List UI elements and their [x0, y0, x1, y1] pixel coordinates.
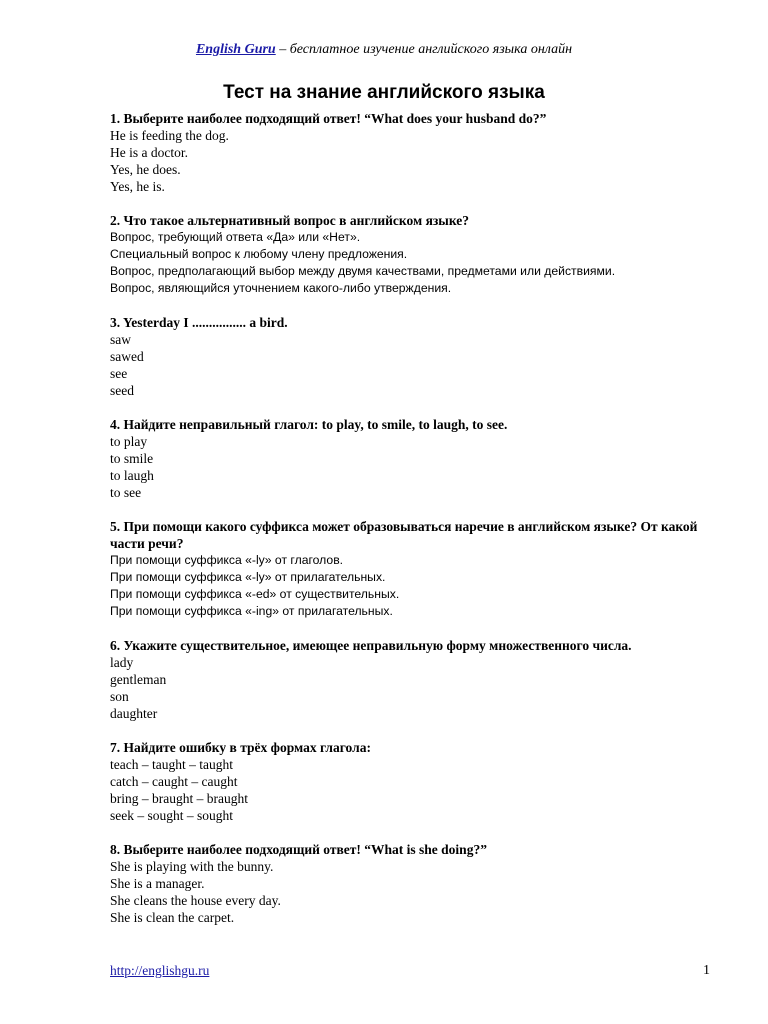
answer-option: Yes, he is. [110, 179, 165, 194]
question-4 [110, 416, 720, 501]
answer-option: Вопрос, предполагающий выбор между двумя качествами, предметами или действиями. [110, 264, 616, 278]
brand-link[interactable]: English Guru [195, 42, 276, 57]
answer-option: She is a manager. [110, 876, 205, 891]
header-tagline: – бесплатное изучение английского языка онлайн [275, 42, 573, 57]
answer-option: She is playing with the bunny. [110, 859, 274, 874]
page-title: Тест на знание английского языка [223, 82, 545, 103]
answer-option: sawed [110, 349, 144, 364]
answer-option: catch – caught – caught [110, 774, 238, 789]
question-title: 4. Найдите неправильный глагол: to play, to smile, to laugh, to see. [110, 417, 508, 432]
question-7 [110, 739, 720, 824]
question-title: 1. Выберите наиболее подходящий ответ! “What does your husband do?” [110, 111, 547, 126]
question-5 [110, 518, 720, 620]
question-title: 5. При помощи какого суффикса может образовываться наречие в английском языке? От какой части речи? [110, 519, 698, 551]
footer-website-link[interactable]: http://englishgu.ru [110, 963, 210, 978]
answer-option: to laugh [110, 468, 154, 483]
answer-option: He is feeding the dog. [110, 128, 229, 143]
answer-option: daughter [110, 706, 158, 721]
answer-option: При помощи суффикса «-ed» от существительных. [110, 587, 400, 601]
page-number: 1 [703, 963, 710, 978]
answer-option: bring – braught – braught [110, 791, 248, 806]
answer-option: teach – taught – taught [110, 757, 233, 772]
question-title: 6. Укажите существительное, имеющее неправильную форму множественного числа. [110, 638, 632, 653]
answer-option: He is a doctor. [110, 145, 188, 160]
question-8 [110, 841, 720, 926]
answer-option: lady [110, 655, 134, 670]
answer-option: gentleman [110, 672, 167, 687]
answer-option: Вопрос, требующий ответа «Да» или «Нет». [110, 230, 361, 244]
answer-option: to see [110, 485, 142, 500]
answer-option: Специальный вопрос к любому члену предложения. [110, 247, 408, 261]
question-6 [110, 637, 720, 722]
question-title: 8. Выберите наиболее подходящий ответ! “What is she doing?” [110, 842, 487, 857]
answer-option: saw [110, 332, 131, 347]
answer-option: При помощи суффикса «-ly» от прилагательных. [110, 570, 386, 584]
answer-option: She is clean the carpet. [110, 910, 235, 925]
question-3 [110, 314, 720, 399]
answer-option: seek – sought – sought [110, 808, 233, 823]
question-2 [110, 212, 720, 297]
question-1 [110, 110, 720, 195]
answer-option: to play [110, 434, 148, 449]
answer-option: son [110, 689, 129, 704]
answer-option: seed [110, 383, 134, 398]
page-header [0, 42, 768, 58]
answer-option: She cleans the house every day. [110, 893, 281, 908]
answer-option: При помощи суффикса «-ing» от прилагательных. [110, 604, 393, 618]
answer-option: При помощи суффикса «-ly» от глаголов. [110, 553, 344, 567]
question-title: 7. Найдите ошибку в трёх формах глагола: [110, 740, 371, 755]
answer-option: see [110, 366, 128, 381]
answer-option: to smile [110, 451, 154, 466]
questions-list [110, 110, 720, 943]
answer-option: Yes, he does. [110, 162, 181, 177]
answer-option: Вопрос, являющийся уточнением какого-либо утверждения. [110, 281, 452, 295]
question-title: 2. Что такое альтернативный вопрос в английском языке? [110, 213, 470, 228]
question-title: 3. Yesterday I ................ a bird. [110, 315, 288, 330]
